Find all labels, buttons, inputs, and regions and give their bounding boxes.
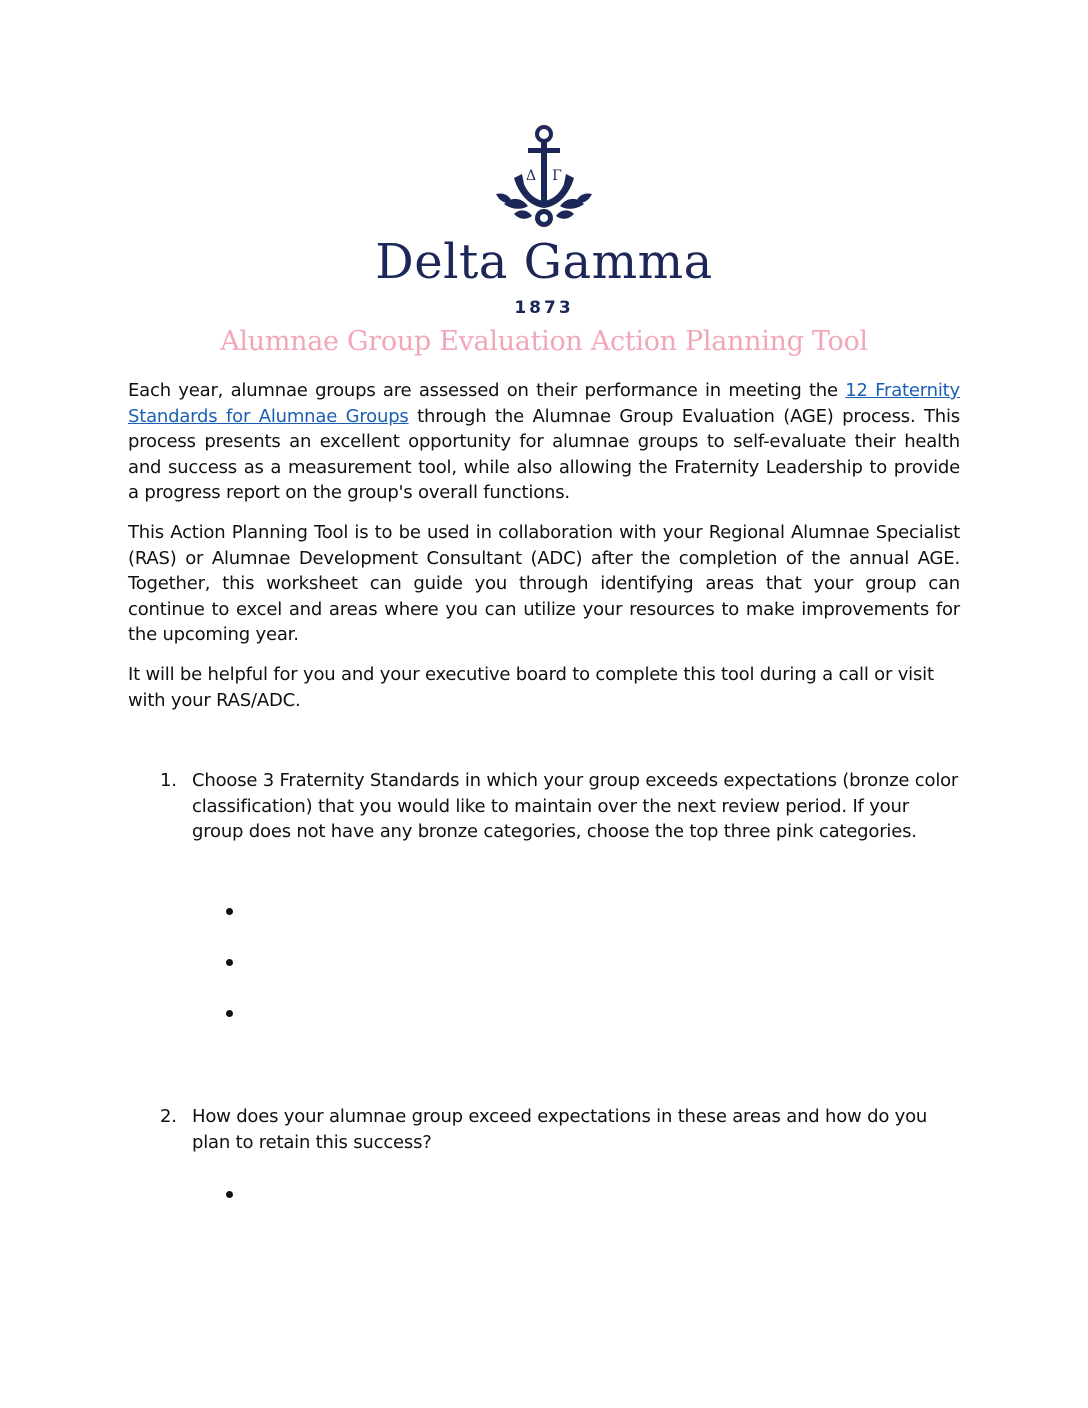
founding-year: 1873 [514,298,574,318]
answer-bullet-2[interactable] [224,957,236,969]
document-title: Alumnae Group Evaluation Action Planning Tool [220,326,868,357]
answer-bullet-1[interactable] [224,906,236,918]
question-1 [160,768,960,845]
intro-paragraph-1: Each year, alumnae groups are assessed on their performance in meeting the 12 Fraternity Standards for Alumnae Groups through the Alumnae Group Evaluation (AGE) process. This process presents an excellent opportunity for alumnae groups to self-evaluate their health and success as a measurement tool, while also allowing the Fraternity Leadership to provide a progress report on the group's overall functions. [128,380,960,504]
brand-name: Delta Gamma [375,234,713,290]
question-number: 1. [160,770,177,791]
intro-paragraph-2: This Action Planning Tool is to be used in collaboration with your Regional Alumnae Specialist (RAS) or Alumnae Development Consultant (ADC) after the completion of the annual AGE. Together, this worksheet can guide you through identifying areas that your group can continue to excel and areas where you can utilize your resources to make improvements for the upcoming year. [128,521,960,646]
delta-letter: Δ [525,168,537,184]
intro-paragraph-3: It will be helpful for you and your executive board to complete this tool during a call or visit with your RAS/ADC. [128,663,934,711]
anchor-icon [484,122,604,232]
gamma-letter: Γ [552,168,562,184]
answer-bullet-3[interactable] [224,1008,236,1020]
fraternity-standards-link[interactable]: 12 Fraternity Standards for Alumnae Groups [128,380,960,427]
delta-gamma-logo [0,122,1088,318]
question-text: How does your alumnae group exceed expectations in these areas and how do you plan to retain this success? [192,1106,928,1153]
question-number: 2. [160,1106,177,1127]
intro-section [128,378,960,727]
answer-bullet-4[interactable] [224,1189,236,1201]
question-2 [160,1104,960,1155]
question-text: Choose 3 Fraternity Standards in which your group exceeds expectations (bronze color classification) that you would like to maintain over the next review period. If your group does not have any bronze categories, choose the top three pink categories. [192,770,959,843]
